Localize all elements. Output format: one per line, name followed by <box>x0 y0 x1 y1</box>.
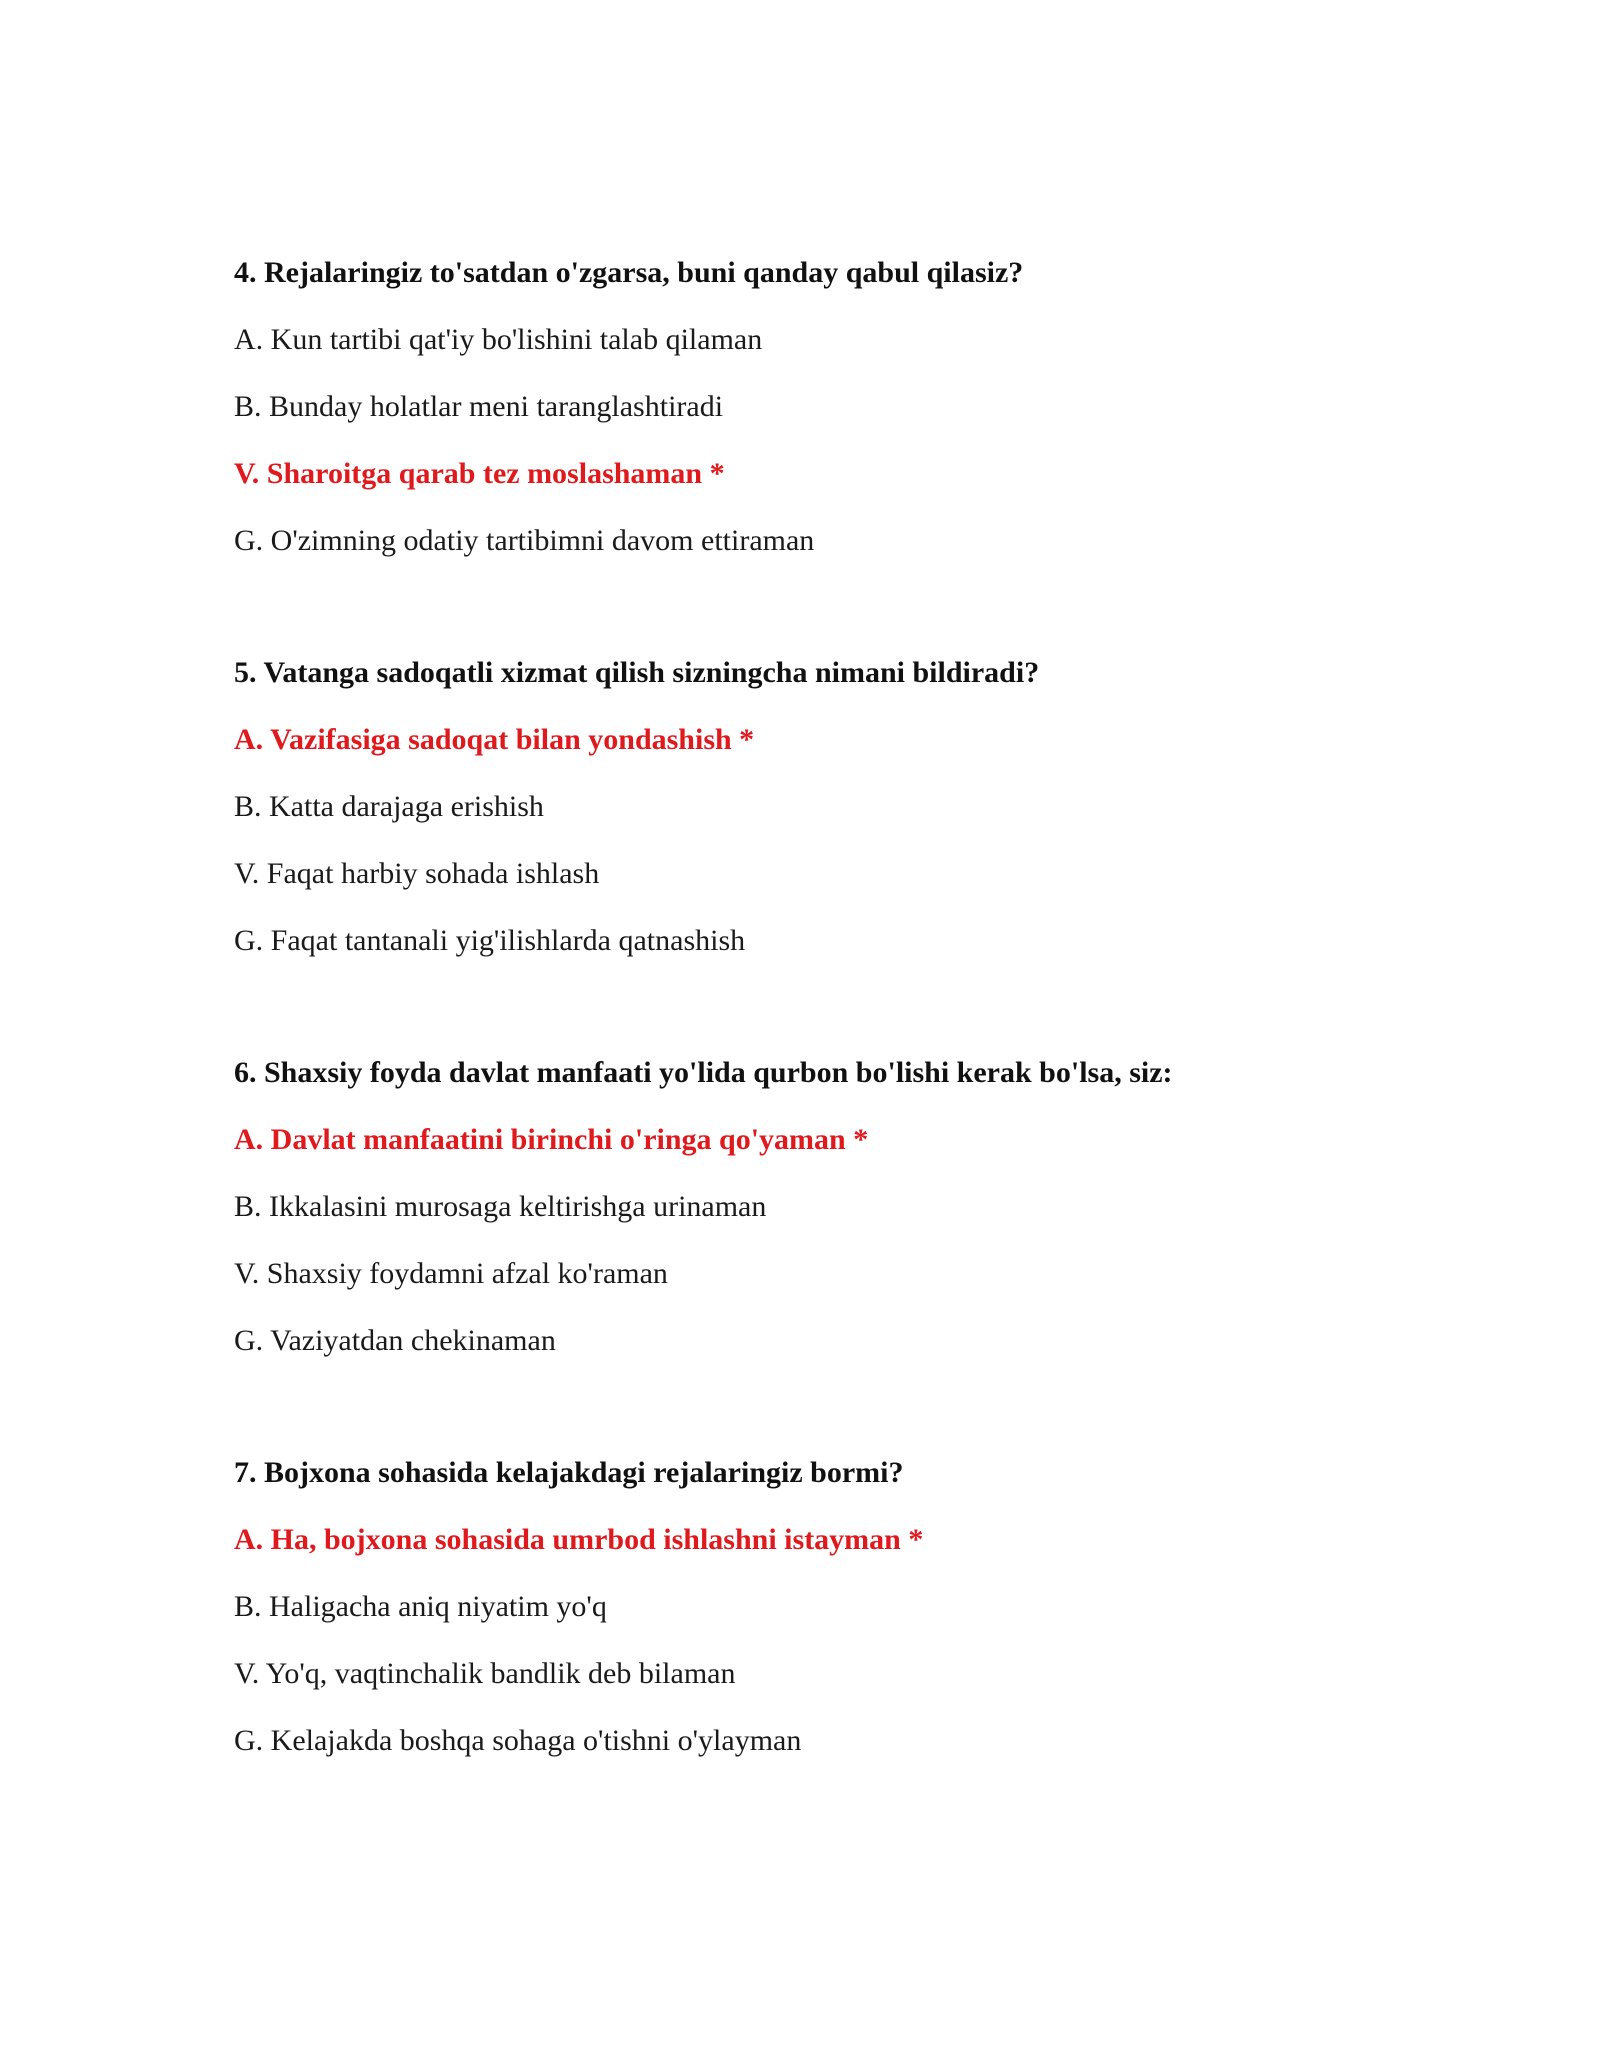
option-b: B. Haligacha aniq niyatim yo'q <box>234 1590 607 1623</box>
option-v: V. Shaxsiy foydamni afzal ko'raman <box>234 1257 668 1290</box>
question-title: 5. Vatanga sadoqatli xizmat qilish sizningcha nimani bildiradi? <box>234 656 1040 689</box>
option-b: B. Katta darajaga erishish <box>234 790 544 823</box>
option-a-correct: A. Ha, bojxona sohasida umrbod ishlashni istayman * <box>234 1523 924 1556</box>
option-g: G. Faqat tantanali yig'ilishlarda qatnashish <box>234 924 746 957</box>
question-title: 6. Shaxsiy foyda davlat manfaati yo'lida qurbon bo'lishi kerak bo'lsa, siz: <box>234 1056 1173 1089</box>
question-title: 4. Rejalaringiz to'satdan o'zgarsa, buni qanday qabul qilasiz? <box>234 256 1024 289</box>
option-a-correct: A. Vazifasiga sadoqat bilan yondashish * <box>234 723 755 756</box>
option-v: V. Faqat harbiy sohada ishlash <box>234 857 600 890</box>
option-b: B. Bunday holatlar meni taranglashtiradi <box>234 390 724 423</box>
question-block-4 <box>234 255 1434 559</box>
question-block-5 <box>234 655 1434 959</box>
option-g: G. Vaziyatdan chekinaman <box>234 1324 556 1357</box>
question-block-6 <box>234 1055 1434 1359</box>
question-block-7 <box>234 1455 1434 1759</box>
question-title: 7. Bojxona sohasida kelajakdagi rejalaringiz bormi? <box>234 1456 904 1489</box>
option-a: A. Kun tartibi qat'iy bo'lishini talab qilaman <box>234 323 763 356</box>
option-g: G. Kelajakda boshqa sohaga o'tishni o'ylayman <box>234 1724 802 1757</box>
option-v: V. Yo'q, vaqtinchalik bandlik deb bilaman <box>234 1657 736 1690</box>
option-v-correct: V. Sharoitga qarab tez moslashaman * <box>234 457 725 490</box>
option-b: B. Ikkalasini murosaga keltirishga urinaman <box>234 1190 767 1223</box>
option-a-correct: A. Davlat manfaatini birinchi o'ringa qo'yaman * <box>234 1123 869 1156</box>
option-g: G. O'zimning odatiy tartibimni davom ettiraman <box>234 524 815 557</box>
